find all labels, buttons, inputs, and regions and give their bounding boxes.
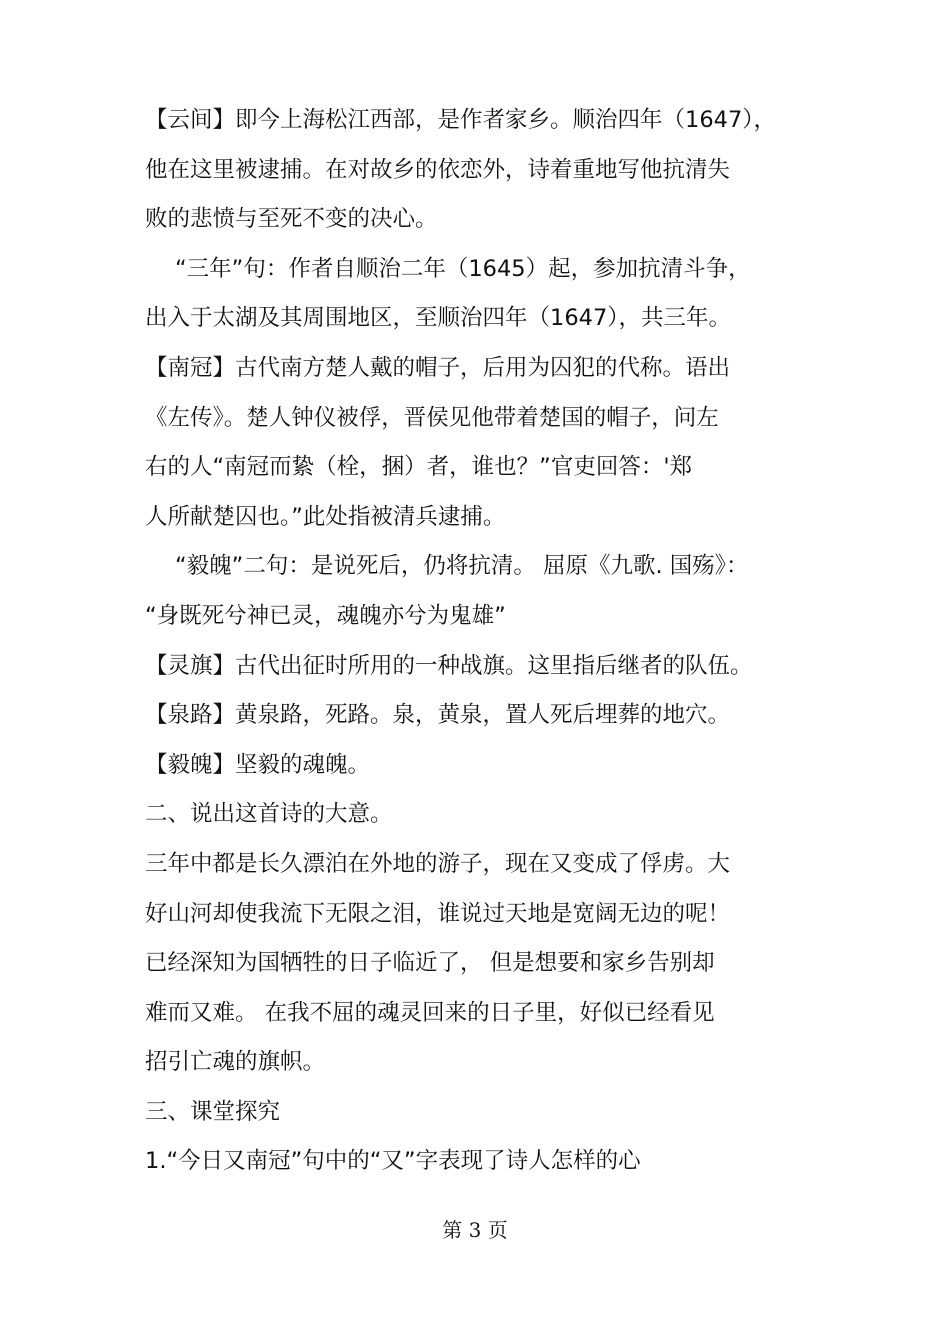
text-line: 三年中都是长久漂泊在外地的游子，现在又变成了俘虏。大 bbox=[145, 850, 731, 877]
text-line: 右的人“南冠而絷（栓，捆）者，谁也？”官吏回答：'郑 bbox=[145, 454, 692, 481]
page-body bbox=[145, 96, 815, 1187]
page-number: 第 3 页 bbox=[442, 1218, 508, 1242]
text-line: 【灵旗】古代出征时所用的一种战旗。这里指后继者的队伍。 bbox=[145, 652, 753, 679]
text-line: 他在这里被逮捕。在对故乡的依恋外，诗着重地写他抗清失 bbox=[145, 156, 731, 183]
text-line: 难而又难。 在我不屈的魂灵回来的日子里，好似已经看见 bbox=[145, 999, 715, 1026]
text-line: “毅魄”二句：是说死后，仍将抗清。 屈原《九歌. 国殇》： bbox=[175, 553, 749, 580]
text-line: 【毅魄】坚毅的魂魄。 bbox=[145, 751, 371, 778]
text-line: 招引亡魂的旗帜。 bbox=[145, 1049, 326, 1076]
text-line: 出入于太湖及其周围地区，至顺治四年（1647），共三年。 bbox=[145, 305, 732, 332]
text-line: 已经深知为国牺牲的日子临近了， 但是想要和家乡告别却 bbox=[145, 950, 715, 977]
text-line: 1.“今日又南冠”句中的“又”字表现了诗人怎样的心 bbox=[145, 1148, 641, 1175]
text-line: 【泉路】黄泉路，死路。泉，黄泉，置人死后埋葬的地穴。 bbox=[145, 702, 731, 729]
section-heading: 三、课堂探究 bbox=[145, 1098, 281, 1125]
text-line: 好山河却使我流下无限之泪，谁说过天地是宽阔无边的呢！ bbox=[145, 900, 731, 927]
text-line: 败的悲愤与至死不变的决心。 bbox=[145, 206, 438, 233]
section-heading: 二、说出这首诗的大意。 bbox=[145, 801, 393, 828]
text-line: “三年”句：作者自顺治二年（1645）起，参加抗清斗争， bbox=[175, 255, 751, 282]
text-line: 《左传》。楚人钟仪被俘，晋侯见他带着楚国的帽子，问左 bbox=[145, 404, 719, 431]
text-line: 人所献楚囚也。”此处指被清兵逮捕。 bbox=[145, 503, 506, 530]
text-line: 【南冠】古代南方楚人戴的帽子，后用为囚犯的代称。语出 bbox=[145, 354, 731, 381]
text-line: “身既死兮神已灵，魂魄亦兮为鬼雄” bbox=[145, 602, 506, 629]
text-line: 【云间】即今上海松江西部，是作者家乡。顺治四年（1647）， bbox=[145, 107, 777, 133]
